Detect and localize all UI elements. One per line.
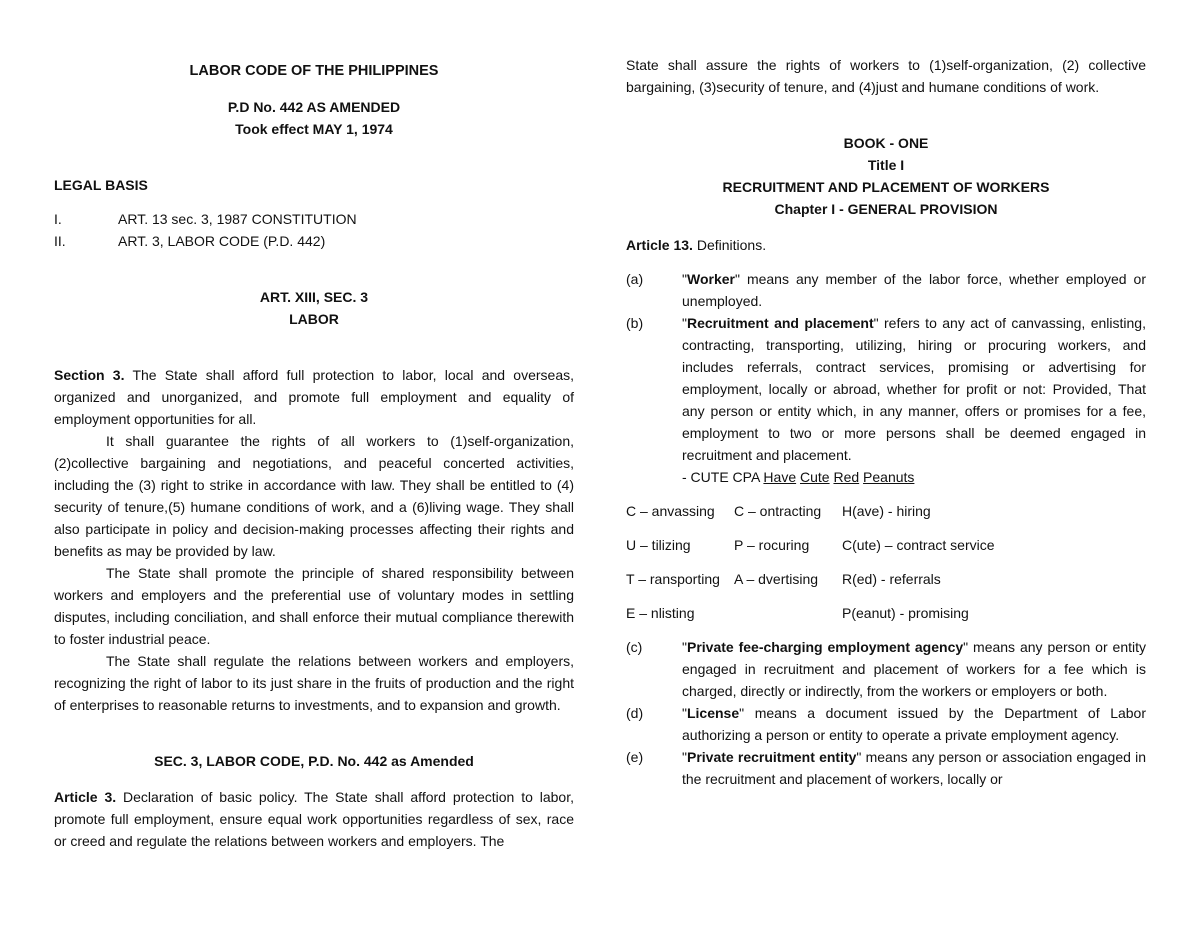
mnemonic-word: Peanuts: [863, 469, 915, 485]
definition-body: "License" means a document issued by the Department of Labor authorizing a person or entity to operate a private employment agency.: [682, 705, 1146, 743]
mnemonic-cell: U – tilizing: [626, 537, 691, 553]
book-heading: BOOK - ONE: [843, 135, 929, 151]
mnemonic-cell: A – dvertising: [734, 571, 819, 587]
definition-text: means a document issued by the Department of Labor authorizing a person or entity to operate a private employment agency.: [682, 705, 1146, 743]
title-heading: Title I: [867, 157, 905, 173]
art-heading: ART. XIII, SEC. 3: [259, 289, 369, 305]
subtitle-pd: P.D No. 442 AS AMENDED: [227, 99, 401, 115]
definition-item: [626, 746, 1146, 790]
legal-basis-num: I.: [54, 211, 62, 227]
definition-item: [626, 702, 1146, 746]
definition-label: (e): [626, 749, 644, 765]
definition-text: means any person or association engaged in the recruitment and placement of workers, locally or: [682, 749, 1146, 787]
mnemonic-word: Cute: [800, 469, 830, 485]
mnemonic-cell: E – nlisting: [626, 605, 695, 621]
subtitle-effect: Took effect MAY 1, 1974: [235, 121, 393, 137]
article13-line: [626, 234, 1146, 256]
document-title: LABOR CODE OF THE PHILIPPINES: [189, 63, 439, 79]
article13-text: Definitions.: [696, 237, 767, 253]
labor-heading: LABOR: [289, 311, 339, 327]
mnemonic-cell: C(ute) – contract service: [842, 537, 995, 553]
definition-item: [626, 312, 1146, 466]
sec3-labor-code-heading: SEC. 3, LABOR CODE, P.D. No. 442 as Amended: [154, 753, 474, 769]
definition-label: (a): [626, 271, 644, 287]
definition-label: (c): [626, 639, 643, 655]
definition-body: "Private recruitment entity" means any person or association engaged in the recruitment and placement of workers, locally or: [682, 749, 1146, 787]
guarantee-paragraph: It shall guarantee the rights of all workers to (1)self-organization, (2)collective bargaining and negotiations, and peaceful concerted activities, including the (3) right to strike in accordance with law. They shall be entitled to (4) security of tenure,(5) humane conditions of work, and a (6)living wage. They shall also participate in policy and decision-making processes affecting their rights and benefits as may be provided by law.: [54, 433, 574, 559]
legal-basis-item: [54, 208, 574, 230]
mnemonic-cell: C – anvassing: [626, 503, 715, 519]
continued-paragraph: State shall assure the rights of workers to (1)self-organization, (2) collective bargaining, (3)security of tenure, and (4)just and humane conditions of work.: [626, 57, 1146, 95]
section3-label: Section 3.: [54, 367, 125, 383]
definition-term: Private fee-charging employment agency: [686, 639, 964, 655]
definition-term: Recruitment and placement: [686, 315, 874, 331]
shared-responsibility-paragraph: The State shall promote the principle of shared responsibility between workers and employers and the preferential use of voluntary modes in settling disputes, including conciliation, and shall enforce their mutual compliance therewith to foster industrial peace.: [54, 565, 574, 647]
definition-term: Worker: [686, 271, 735, 287]
definition-text: means any member of the labor force, whether employed or unemployed.: [682, 271, 1146, 309]
definition-label: (d): [626, 705, 644, 721]
mnemonic-line: [626, 466, 1146, 488]
definition-body: "Recruitment and placement" refers to any act of canvassing, enlisting, contracting, transporting, utilizing, hiring or procuring workers, and includes referrals, contract services, promising or advertising for employment, locally or abroad, whether for profit or not: Provided, That any person or entity which, in any manner, offers or promises for a fee, employment to two or more persons shall be deemed engaged in recruitment and placement.: [682, 315, 1146, 463]
mnemonic-cell: P – rocuring: [734, 537, 810, 553]
article3-text: Declaration of basic policy. The State shall afford protection to labor, promote full employment, ensure equal work opportunities regardless of sex, race or creed and regulate the relations between workers and employers. The: [54, 789, 574, 849]
definition-term: Private recruitment entity: [686, 749, 857, 765]
mnemonic-cell: C – ontracting: [734, 503, 822, 519]
regulate-paragraph: The State shall regulate the relations between workers and employers, recognizing the right of labor to its just share in the fruits of production and the right of enterprises to reasonable returns to investments, and to expansion and growth.: [54, 653, 574, 713]
article3-label: Article 3.: [54, 789, 117, 805]
right-column: [626, 54, 1146, 790]
legal-basis-text: ART. 3, LABOR CODE (P.D. 442): [118, 233, 326, 249]
mnemonic-cell: H(ave) - hiring: [842, 503, 931, 519]
mnemonic-word: Red: [833, 469, 860, 485]
definition-body: "Private fee-charging employment agency" means any person or entity engaged in recruitment and placement of workers for a fee which is charged, directly or indirectly, from the workers or employers or both.: [682, 639, 1146, 699]
mnemonic-cell: [734, 602, 842, 624]
mnemonic-word: Have: [763, 469, 797, 485]
definition-item: [626, 636, 1146, 702]
definition-term: License: [686, 705, 740, 721]
definition-item: [626, 268, 1146, 312]
chapter-heading: Chapter I - GENERAL PROVISION: [774, 201, 998, 217]
left-column: [54, 54, 574, 852]
mnemonic-cell: P(eanut) - promising: [842, 605, 969, 621]
mnemonic-cell: R(ed) - referrals: [842, 571, 941, 587]
definition-text: refers to any act of canvassing, enlisting, contracting, transporting, utilizing, hiring or procuring workers, and includes referrals, contract services, promising or advertising for employment, locally or abroad, whether for profit or not: Provided, That any person or entity which, in any manner, offers or promises for a fee, employment to two or more persons shall be deemed engaged in recruitment and placement.: [682, 315, 1146, 463]
definition-text: means any person or entity engaged in recruitment and placement of workers for a fee which is charged, directly or indirectly, from the workers or employers or both.: [682, 639, 1146, 699]
mnemonic-grid: [626, 500, 1146, 624]
recruitment-heading: RECRUITMENT AND PLACEMENT OF WORKERS: [722, 179, 1050, 195]
legal-basis-num: II.: [54, 233, 66, 249]
definition-label: (b): [626, 315, 644, 331]
mnemonic-prefix: - CUTE CPA: [682, 469, 764, 485]
legal-basis-heading: LEGAL BASIS: [54, 177, 148, 193]
mnemonic-cell: T – ransporting: [626, 571, 720, 587]
article13-label: Article 13.: [626, 237, 693, 253]
section3-paragraph: [54, 364, 574, 430]
legal-basis-item: [54, 230, 574, 252]
section3-text: The State shall afford full protection to labor, local and overseas, organized and unorganized, and promote full employment and equality of employment opportunities for all.: [54, 367, 574, 427]
definition-body: "Worker" means any member of the labor force, whether employed or unemployed.: [682, 271, 1146, 309]
legal-basis-text: ART. 13 sec. 3, 1987 CONSTITUTION: [118, 211, 357, 227]
article3-paragraph: [54, 786, 574, 852]
